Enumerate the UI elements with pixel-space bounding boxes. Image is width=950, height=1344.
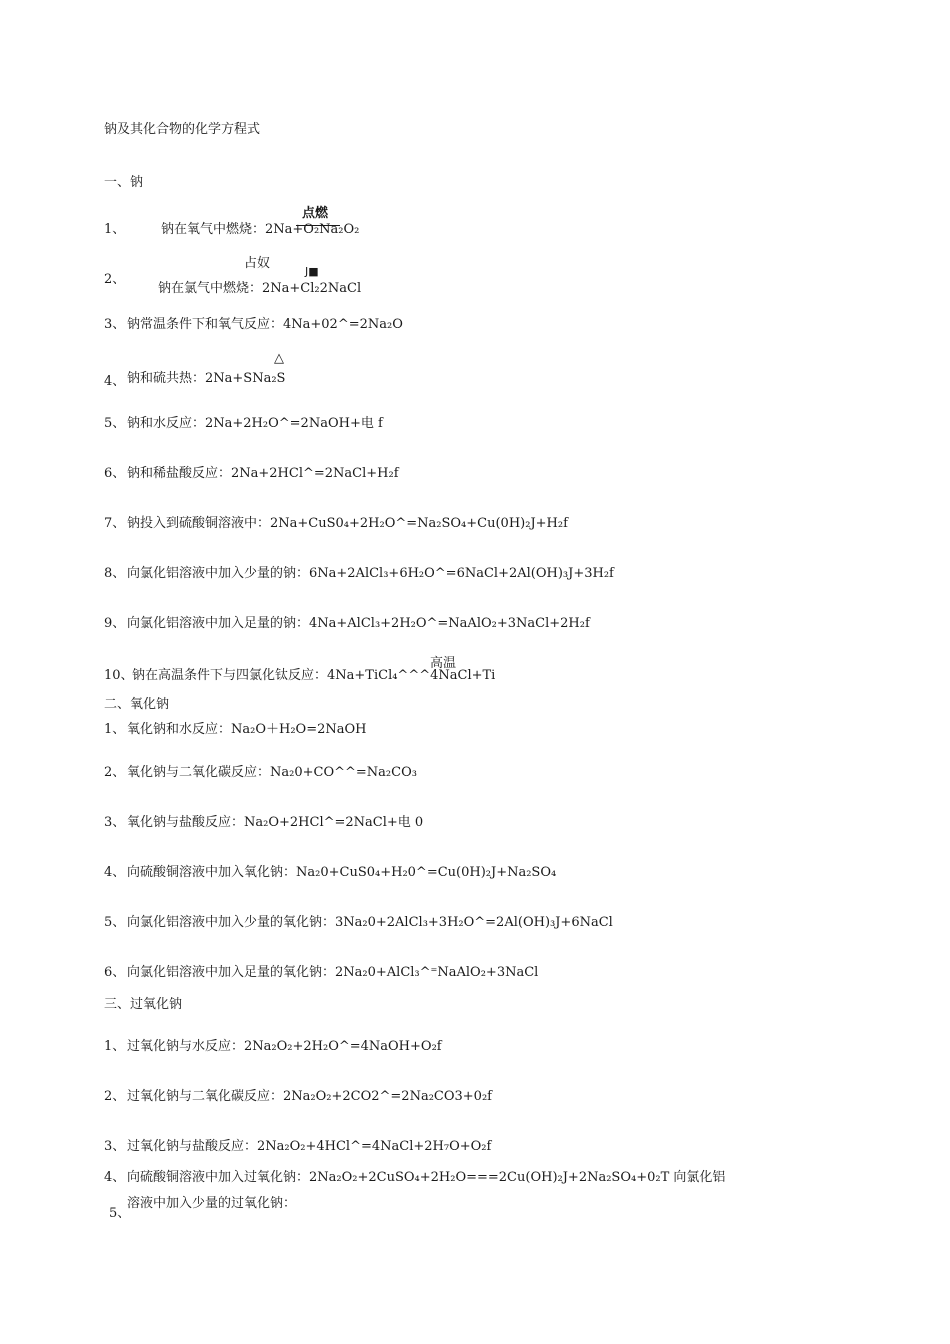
heat-condition-icon: △ (274, 351, 284, 366)
item-number: 3、 (104, 1139, 126, 1154)
item-number: 8、 (104, 566, 126, 581)
item-number: 5、 (104, 416, 126, 431)
item-number: 5、 (104, 915, 126, 930)
reaction-condition: 高温 (430, 656, 457, 671)
equation-text: 过氧化钠与二氧化碳反应：2Na₂O₂+2CO2^=2Na₂CO3+0₂f (127, 1089, 492, 1104)
item-number: 10、 (104, 668, 134, 683)
item-number: 3、 (104, 815, 126, 830)
reaction-condition: 占奴 (244, 256, 271, 271)
item-number: 9、 (104, 616, 126, 631)
item-number: 6、 (104, 466, 126, 481)
section-heading-sodium-peroxide: 三、过氧化钠 (104, 997, 183, 1012)
equation-text: 氧化钠与盐酸反应：Na₂O+2HCl^=2NaCl+电 0 (127, 815, 424, 830)
item-number: 4、 (104, 865, 126, 880)
equation-text: 钠投入到硫酸铜溶液中：2Na+CuS0₄+2H₂O^=Na₂SO₄+Cu(0H)₂J+H₂f (127, 516, 568, 531)
reaction-condition: 点燃 (302, 206, 329, 221)
equation-text: 钠常温条件下和氧气反应：4Na+02^=2Na₂O (127, 317, 403, 332)
equation-text: 向硫酸铜溶液中加入氧化钠：Na₂0+CuS0₄+H₂0^=Cu(0H)₂J+Na₂SO₄ (127, 865, 557, 880)
equation-text: 钠和硫共热：2Na+SNa₂S (127, 371, 286, 386)
equation-text: 向氯化铝溶液中加入足量的钠：4Na+AlCl₃+2H₂O^=NaAlO₂+3NaCl+2H₂f (127, 616, 590, 631)
item-number: 2、 (104, 272, 126, 287)
item-number: 2、 (104, 765, 126, 780)
item-number: 5、 (109, 1206, 131, 1221)
equation-text: 向氯化铝溶液中加入少量的氧化钠：3Na₂0+2AlCl₃+3H₂O^=2Al(OH)₃J+6NaCl (127, 915, 613, 930)
section-heading-sodium: 一、钠 (104, 175, 144, 190)
equation-text: 溶液中加入少量的过氧化钠： (127, 1196, 297, 1211)
item-number: 1、 (104, 1039, 126, 1054)
item-number: 4、 (104, 374, 126, 389)
item-number: 2、 (104, 1089, 126, 1104)
document-title: 钠及其化合物的化学方程式 (104, 122, 261, 137)
item-number: 1、 (104, 222, 126, 237)
equation-text: 向氯化铝溶液中加入足量的氧化钠：2Na₂0+AlCl₃^⁼NaAlO₂+3NaCl (127, 965, 539, 980)
equation-text: 氧化钠与二氧化碳反应：Na₂0+CO^^=Na₂CO₃ (127, 765, 417, 780)
equation-text: 过氧化钠与盐酸反应：2Na₂O₂+4HCl^=4NaCl+2H₇O+O₂f (127, 1139, 492, 1154)
equation-text: 钠在氧气中燃烧：2Na+O₂Na₂O₂ (161, 222, 360, 237)
equation-text: 钠和稀盐酸反应：2Na+2HCl^=2NaCl+H₂f (127, 466, 399, 481)
reaction-condition: J■ (305, 265, 319, 278)
item-number: 4、 (104, 1170, 126, 1185)
equation-text: 钠和水反应：2Na+2H₂O^=2NaOH+电 f (127, 416, 383, 431)
equation-text: 钠在氯气中燃烧：2Na+Cl₂2NaCl (158, 281, 362, 296)
equation-text: 过氧化钠与水反应：2Na₂O₂+2H₂O^=4NaOH+O₂f (127, 1039, 442, 1054)
equation-text: 钠在高温条件下与四氯化钛反应：4Na+TiCl₄^^^4NaCl+Ti (132, 668, 496, 683)
equation-text: 氧化钠和水反应：Na₂O＋H₂O=2NaOH (127, 722, 367, 737)
equation-text: 向硫酸铜溶液中加入过氧化钠：2Na₂O₂+2CuSO₄+2H₂O===2Cu(OH)₂J+2Na₂SO₄+0₂T 向氯化铝 (127, 1170, 726, 1185)
section-heading-sodium-oxide: 二、氧化钠 (104, 697, 170, 712)
item-number: 3、 (104, 317, 126, 332)
equation-text: 向氯化铝溶液中加入少量的钠：6Na+2AlCl₃+6H₂O^=6NaCl+2Al(OH)₃J+3H₂f (127, 566, 614, 581)
item-number: 7、 (104, 516, 126, 531)
item-number: 1、 (104, 722, 126, 737)
item-number: 6、 (104, 965, 126, 980)
